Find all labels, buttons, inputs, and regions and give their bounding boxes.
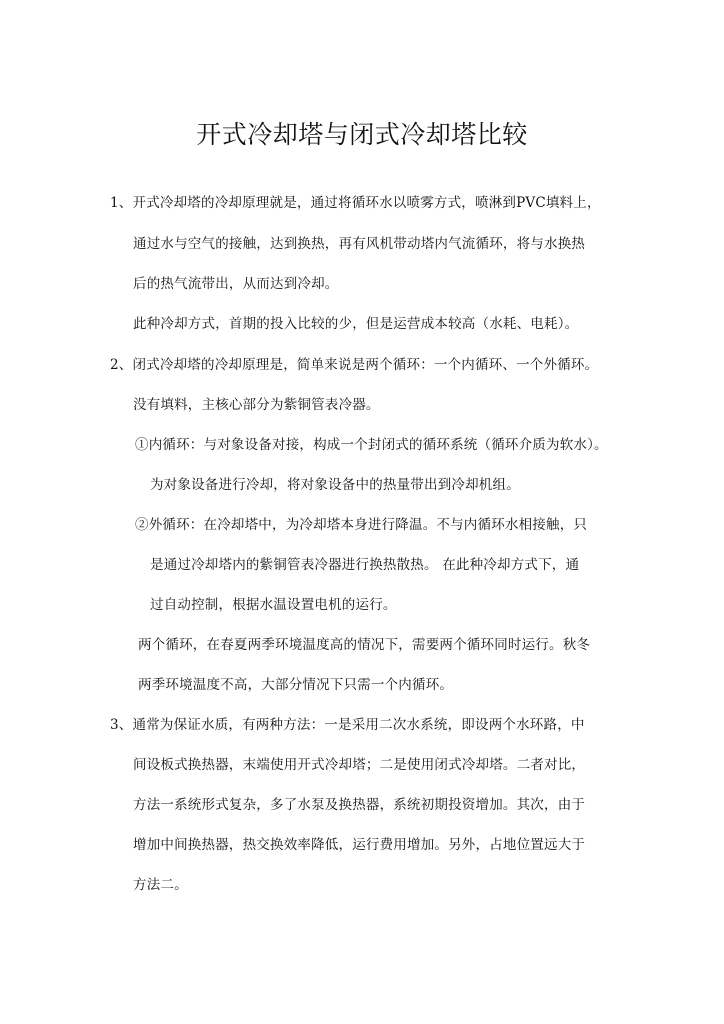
paragraph-line: 通过水与空气的接触，达到换热，再有风机带动塔内气流循环，将与水换热 [133, 236, 586, 252]
paragraph-line: 方法二。 [133, 877, 188, 893]
paragraph-line: 是通过冷却塔内的紫铜管表冷器进行换热散热。 在此种冷却方式下，通 [150, 557, 580, 573]
paragraph-line: 没有填料，主核心部分为紫铜管表冷器。 [133, 397, 380, 413]
paragraph-line: 两个循环，在春夏两季环境温度高的情况下，需要两个循环同时运行。秋冬 [138, 637, 591, 653]
paragraph-line: 过自动控制，根据水温设置电机的运行。 [150, 597, 397, 613]
paragraph-line: 两季环境温度不高，大部分情况下只需一个内循环。 [138, 677, 454, 693]
paragraph-line: 2、闭式冷却塔的冷却原理是，简单来说是两个循环：一个内循环、一个外循环。 [110, 357, 599, 373]
paragraph-line: 方法一系统形式复杂，多了水泵及换热器，系统初期投资增加。其次，由于 [133, 797, 586, 813]
paragraph-line: 后的热气流带出，从而达到冷却。 [133, 276, 339, 292]
paragraph-line: 1、开式冷却塔的冷却原理就是，通过将循环水以喷雾方式，喷淋到PVC填料上， [110, 195, 601, 211]
paragraph-line: ②外循环：在冷却塔中，为冷却塔本身进行降温。不与内循环水相接触，只 [135, 517, 588, 533]
paragraph-line: 为对象设备进行冷却，将对象设备中的热量带出到冷却机组。 [150, 477, 520, 493]
document-title: 开式冷却塔与闭式冷却塔比较 [196, 120, 528, 149]
paragraph-line: 增加中间换热器，热交换效率降低，运行费用增加。另外，占地位置远大于 [133, 837, 586, 853]
paragraph-line: 3、通常为保证水质，有两种方法：一是采用二次水系统，即设两个水环路，中 [110, 717, 585, 733]
paragraph-line: ①内循环：与对象设备对接，构成一个封闭式的循环系统（循环介质为软水）。 [135, 437, 608, 453]
paragraph-line: 此种冷却方式，首期的投入比较的少，但是运营成本较高（水耗、电耗）。 [133, 316, 579, 332]
paragraph-line: 间设板式换热器，末端使用开式冷却塔；二是使用闭式冷却塔。二者对比， [133, 757, 586, 773]
